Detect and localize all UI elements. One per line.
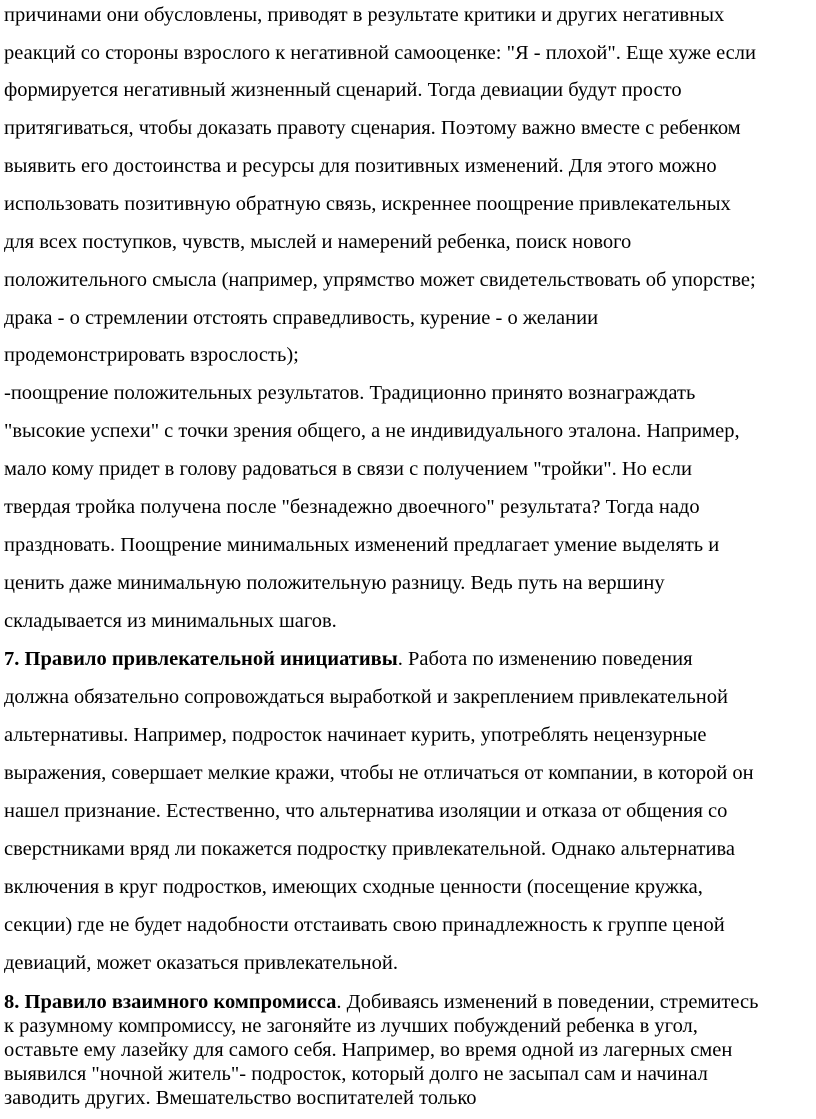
text-line: секции) где не будет надобности отстаивать свою принадлежность к группе ценой xyxy=(4,914,725,936)
text-line: притягиваться, чтобы доказать правоту сценария. Поэтому важно вместе с ребенком xyxy=(4,117,741,139)
text-line: формируется негативный жизненный сценарий. Тогда девиации будут просто xyxy=(4,79,682,101)
text-line: сверстниками вряд ли покажется подростку привлекательной. Однако альтернатива xyxy=(4,838,735,860)
text-line: к разумному компромиссу, не загоняйте из лучших побуждений ребенка в угол, xyxy=(4,1015,698,1037)
text-line: драка - о стремлении отстоять справедливость, курение - о желании xyxy=(4,307,599,329)
text-line: нашел признание. Естественно, что альтернатива изоляции и отказа от общения со xyxy=(4,800,728,822)
text-line: -поощрение положительных результатов. Традиционно принято вознаграждать xyxy=(4,382,696,404)
rule8-first-line xyxy=(4,989,758,1015)
text-line: складывается из минимальных шагов. xyxy=(4,610,337,632)
text-line: альтернативы. Например, подросток начинает курить, употреблять нецензурные xyxy=(4,724,707,746)
rule7-heading: 7. Правило привлекательной инициативы xyxy=(4,648,398,670)
text-line: должна обязательно сопровождаться выработкой и закреплением привлекательной xyxy=(4,686,728,708)
text-line: причинами они обусловлены, приводят в результате критики и других негативных xyxy=(4,4,725,26)
text-line: для всех поступков, чувств, мыслей и намерений ребенка, поиск нового xyxy=(4,231,632,253)
text-line: включения в круг подростков, имеющих сходные ценности (посещение кружка, xyxy=(4,876,703,898)
text-line: выявить его достоинства и ресурсы для позитивных изменений. Для этого можно xyxy=(4,155,717,177)
rule7-first-line xyxy=(4,646,693,672)
text-line: девиаций, может оказаться привлекательной. xyxy=(4,952,398,974)
rule7-first-line-rest: . Работа по изменению поведения xyxy=(397,648,693,670)
text-line: ценить даже минимальную положительную разницу. Ведь путь на вершину xyxy=(4,572,665,594)
text-line: реакций со стороны взрослого к негативной самооценке: "Я - плохой". Еще хуже если xyxy=(4,42,756,64)
text-line: праздновать. Поощрение минимальных изменений предлагает умение выделять и xyxy=(4,534,720,556)
text-line: положительного смысла (например, упрямство может свидетельствовать об упорстве; xyxy=(4,269,756,291)
text-line: выявился "ночной житель"- подросток, который долго не засыпал сам и начинал xyxy=(4,1063,708,1085)
text-line: заводить других. Вмешательство воспитателей только xyxy=(4,1087,477,1109)
text-line: мало кому придет в голову радоваться в связи с получением "тройки". Но если xyxy=(4,458,692,480)
text-line: продемонстрировать взрослость); xyxy=(4,344,299,366)
rule8-heading: 8. Правило взаимного компромисса xyxy=(4,991,337,1013)
text-line: выражения, совершает мелкие кражи, чтобы не отличаться от компании, в которой он xyxy=(4,762,754,784)
text-line: оставьте ему лазейку для самого себя. Например, во время одной из лагерных смен xyxy=(4,1039,733,1061)
text-line: "высокие успехи" с точки зрения общего, а не индивидуального эталона. Например, xyxy=(4,420,740,442)
text-line: твердая тройка получена после "безнадежно двоечного" результата? Тогда надо xyxy=(4,496,700,518)
text-line: использовать позитивную обратную связь, искреннее поощрение привлекательных xyxy=(4,193,731,215)
rule8-first-line-rest: . Добиваясь изменений в поведении, стремитесь xyxy=(336,991,759,1013)
